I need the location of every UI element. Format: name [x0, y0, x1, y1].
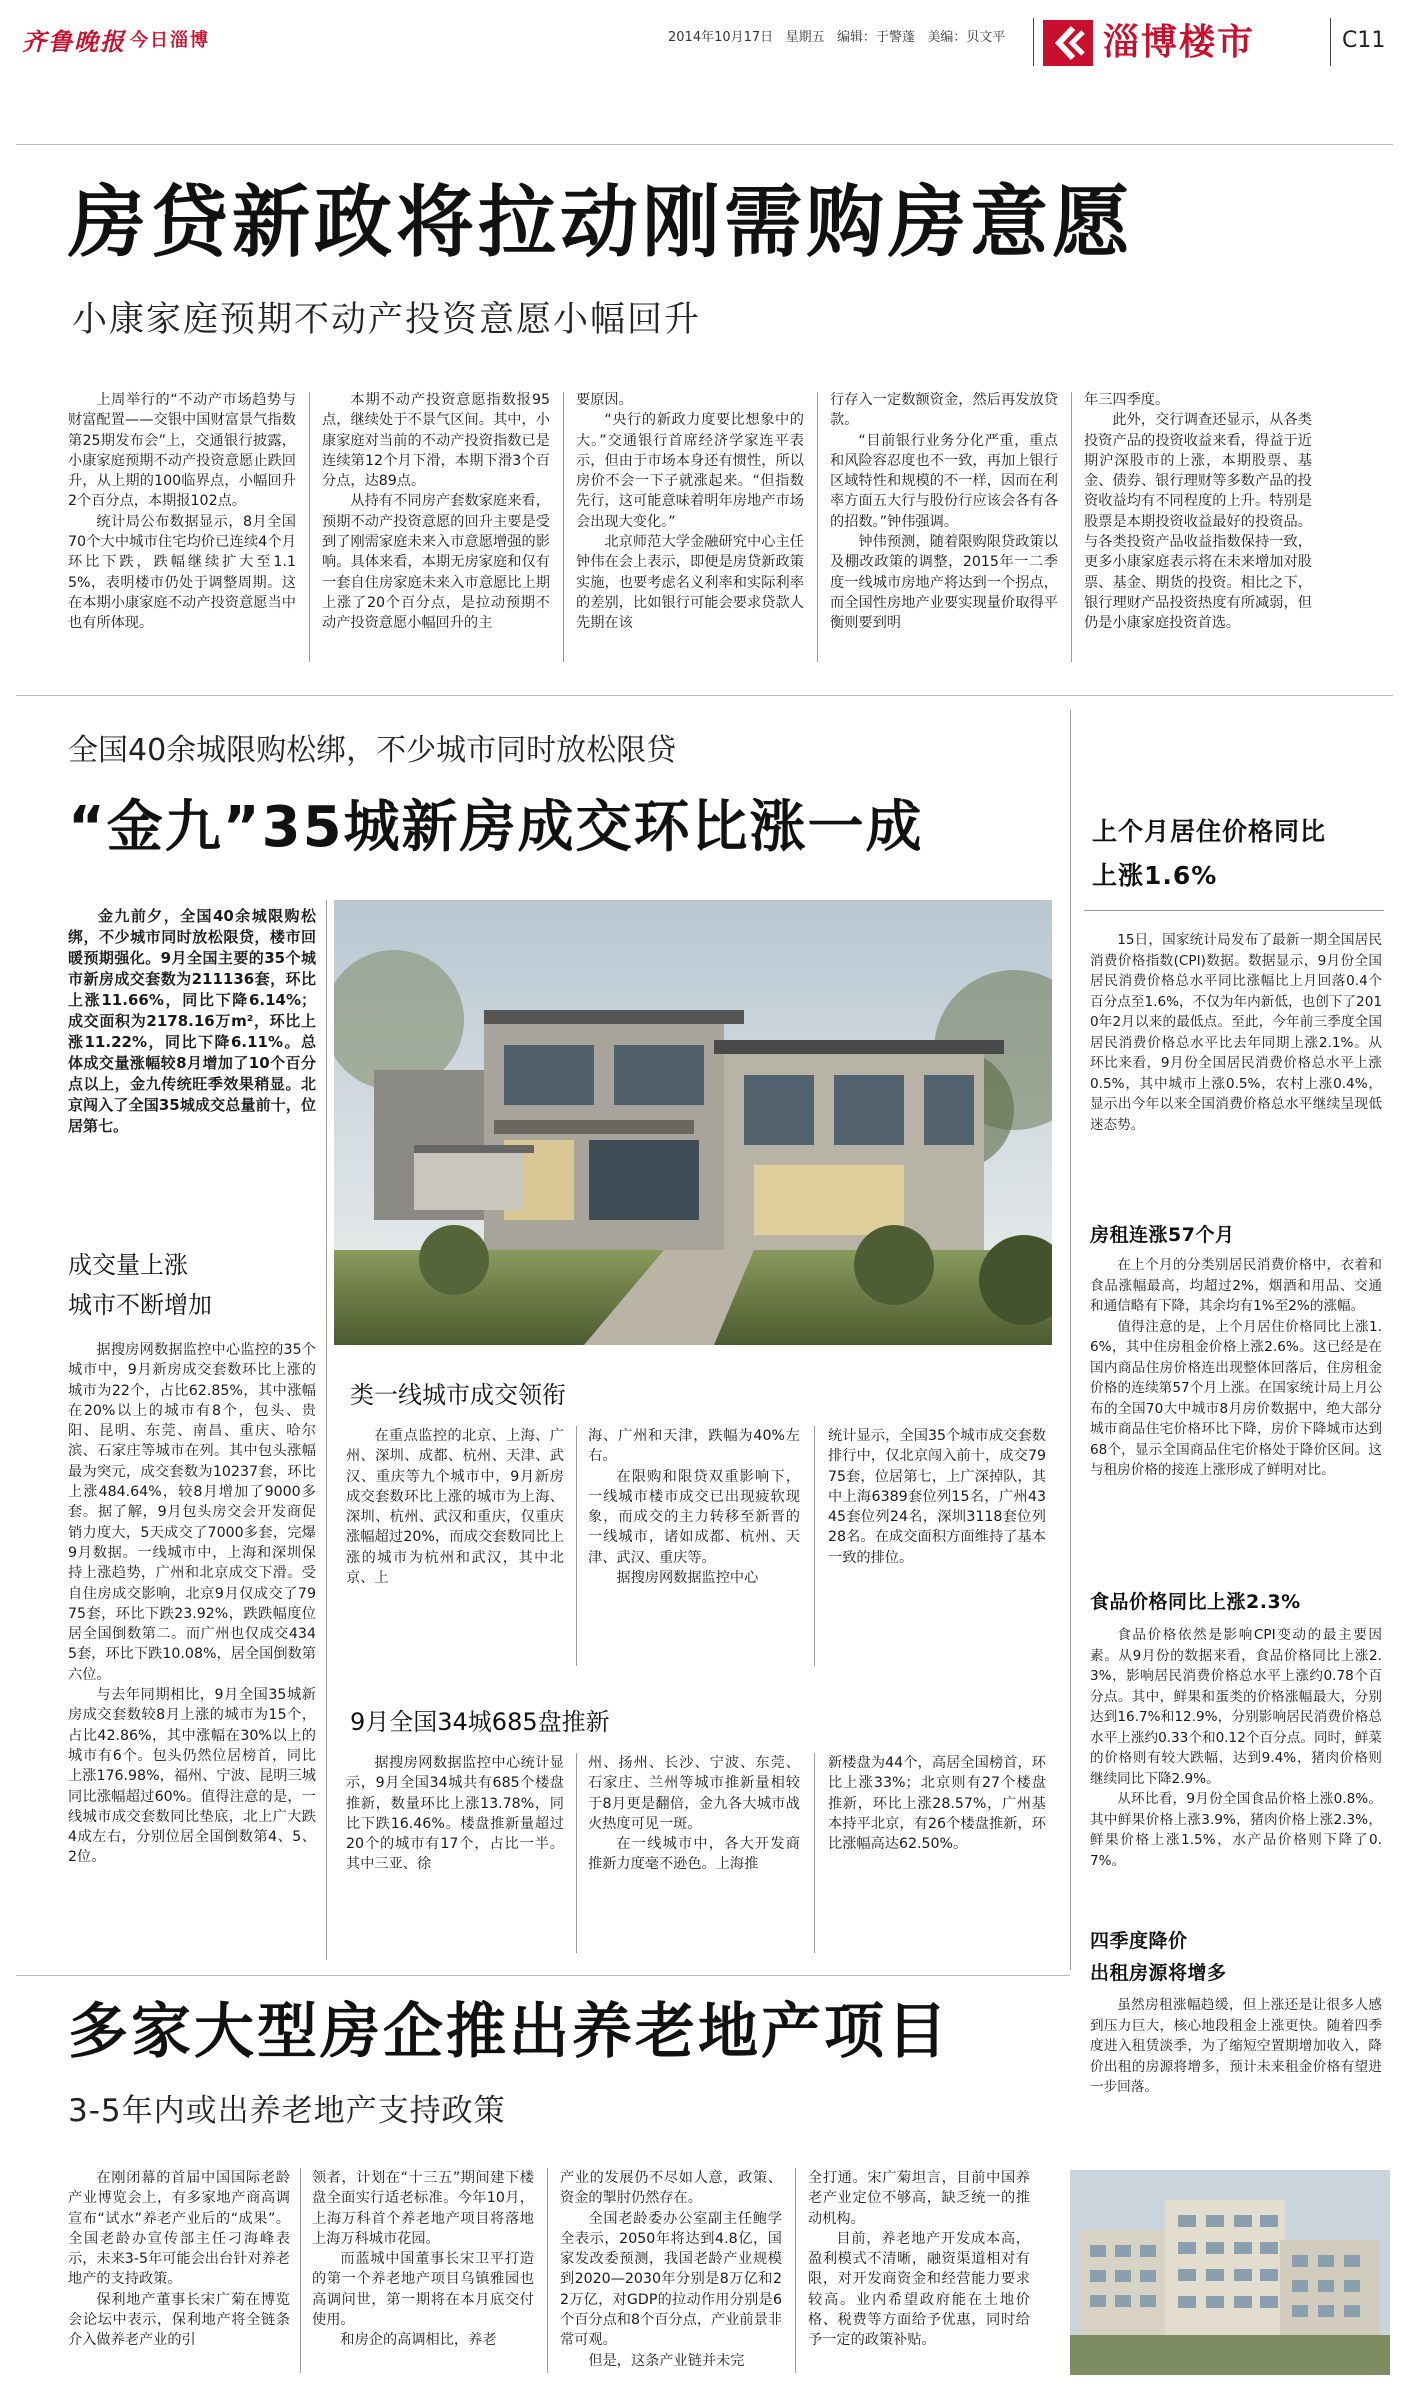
article2-subhead3: 9月全国34城685盘推新 [350, 1708, 610, 1736]
paragraph: 据搜房网数据监控中心监控的35个城市中，9月新房成交套数环比上涨的城市为22个，占比62.85%，其中涨幅在20%以上的城市有8个，包头、贵阳、昆明、东莞、南昌、重庆、哈尔滨、石家庄等城市在列。其中包头涨幅最为突元，成交套数为10237套，环比上涨484.64%，较8月增加了9000多套。据了解，9月包头房交会开发商促销力度大，5天成交了7000多套，完爆9月数据。一线城市中，上海和深圳保持上涨趋势，广州和北京成交下滑。受自住房成交影响，北京9月仅成交了7975套，环比下跌23.92%，跌跌幅度位居全国倒数第二。而广州也仅成交4345套，环比下跌10.08%，居全国倒数第六位。 [68, 1342, 316, 1683]
paragraph: 和房企的高调相比，养老 [340, 2332, 497, 2349]
apartment-photo [1070, 2170, 1390, 2375]
apartment-building-icon [1070, 2170, 1390, 2375]
column-rule [814, 1753, 815, 1953]
paragraph: 食品价格依然是影响CPI变动的最主要因素。从9月份的数据来看，食品价格同比上涨2.3%，影响居民消费价格总水平上涨约0.78个百分点。其中，鲜果和蛋类的价格涨幅最大，分别达到16.7%和12.9%，分别影响居民消费价格总水平上涨约0.33个和0.12个百分点。同时，鲜菜的价格则有较大跌幅，达到9.4%，猪肉价格则继续同比下降2.9%。 [1090, 1627, 1382, 1787]
article2-lead: 金九前夕，全国40余城限购松绑，不少城市同时放松限贷，楼市回暖预期强化。9月全国主要的35个城市新房成交套数为211136套，环比上涨11.66%，同比下降6.14%；成交面积为2178.16万m²，环比上涨11.22%，同比下降6.11%。总体成交量涨幅较8月增加了10个百分点以上，金九传统旺季效果稍显。北京闯入了全国35城成交总量前十，位居第七。 [68, 907, 316, 1135]
paragraph: 据搜房网数据监控中心统计显示，9月全国34城共有685个楼盘推新，数量环比上涨13.78%，同比下跌16.46%。楼盘推新量超过20个的城市有17个，占比一半。其中三亚、徐 [346, 1755, 564, 1873]
column-rule [576, 1753, 577, 1953]
section-logo-icon [1043, 20, 1093, 66]
article2-body2a [346, 1426, 564, 1671]
paragraph: 在刚闭幕的首届中国国际老龄产业博览会上，有多家地产商高调宣布“试水”养老产业后的“成果”。全国老龄办宣传部主任刁海峰表示，未来3-5年可能会出台针对养老地产的支持政策。 [68, 2170, 290, 2288]
edition-name: 今日淄博 [130, 30, 210, 51]
article3-col4 [808, 2168, 1030, 2373]
article1-title: 房贷新政将拉动刚需购房意愿 [68, 178, 1135, 268]
column-rule [814, 1426, 815, 1666]
paragraph: 在限购和限贷双重影响下，一线城市楼市成交已出现疲软现象，而成交的主力转移至新晋的一线城市，诸如成都、杭州、天津、武汉、重庆等。 [588, 1468, 800, 1566]
section-divider [1330, 18, 1331, 66]
column-rule [326, 900, 327, 1960]
article2-body2c [828, 1426, 1046, 1671]
paragraph: 州、扬州、长沙、宁波、东莞、石家庄、兰州等城市推新量相较于8月更是翻倍，金九各大城市战火热度可见一斑。 [588, 1755, 800, 1832]
article2-body2b [588, 1426, 800, 1671]
designer: 美编：贝文平 [927, 30, 1006, 45]
paragraph: 据搜房网数据监控中心 [616, 1570, 759, 1587]
sidebar-title: 上个月居住价格同比上涨1.6% [1092, 817, 1327, 890]
paragraph: 但是，这条产业链并未完 [588, 2352, 745, 2369]
article1-col1 [68, 390, 296, 670]
paragraph: 全国老龄委办公室副主任鲍学全表示，2050年将达到4.8亿，国家发改委预测，我国老龄产业规模到2020—2030年分别是8万亿和22万亿，对GDP的拉动作用分别是6个百分点和8个百分点，产业前景非常可观。 [560, 2210, 782, 2349]
sidebar-title-rule [1084, 910, 1384, 911]
masthead-divider [1033, 18, 1034, 66]
sidebar-body4 [1090, 1995, 1382, 2150]
paragraph: 此外，交行调查还显示，从各类投资产品的投资收益来看，得益于近期沪深股市的上涨，本期股票、基金、债券、银行理财等多数产品的投资收益均有不同程度的上升。特别是股票是本期投资收益最好的投资品。与各类投资产品收益指数保持一致，更多小康家庭表示将在未来增加对股票、基金、期货的投资。相比之下，银行理财产品投资热度有所减弱，但仍是小康家庭投资首选。 [1084, 412, 1312, 632]
paper-name: 齐鲁晚报 [22, 27, 126, 56]
paragraph: 从环比看，9月份全国食品价格上涨0.8%。其中鲜果价格上涨3.9%，猪肉价格上涨2.3%，鲜果价格上涨1.5%，水产品价格则下降了0.7%。 [1090, 1791, 1382, 1869]
column-rule [309, 392, 310, 662]
paragraph: 保利地产董事长宋广菊在博览会论坛中表示，保利地产将全链条介入做养老产业的引 [68, 2291, 290, 2349]
paragraph: 而蓝城中国董事长宋卫平打造的第一个养老地产项目乌镇雅园也高调问世，第一期将在本月底交付使用。 [312, 2251, 534, 2329]
sidebar-rule [1070, 710, 1071, 1970]
article1-col2 [322, 390, 550, 670]
section-rule [16, 1975, 1070, 1976]
article2-kicker: 全国40余城限购松绑，不少城市同时放松限贷 [68, 733, 677, 768]
paragraph: 要原因。 [576, 392, 633, 408]
masthead-rule [16, 144, 1393, 145]
paragraph: “目前银行业务分化严重，重点和风险容忍度也不一致，再加上银行区域特性和规模的不一样，因而在利率方面五大行与股份行应该会各有各的招数。”钟伟强调。 [830, 432, 1058, 530]
issue-date: 2014年10月17日 [668, 30, 774, 45]
paragraph: 在上个月的分类别居民消费价格中，衣着和食品涨幅最高，均超过2%，烟酒和用品、交通和通信略有下降，其余均有1%至2%的涨幅。 [1090, 1257, 1382, 1314]
villa-rendering-icon [334, 900, 1052, 1345]
paragraph: 统计局公布数据显示，8月全国70个大中城市住宅均价已连续4个月环比下跌，跌幅继续扩大至1.15%，表明楼市仍处于调整周期。这在本期小康家庭不动产投资意愿当中也有所体现。 [68, 513, 296, 632]
paragraph: 统计显示，全国35个城市成交套数排行中，仅北京闯入前十，成交7975套，位居第七，上广深掉队，其中上海6389套位列15名，广州4345套位列24名，深圳3118套位列28名。在成交面积方面维持了基本一致的排位。 [828, 1428, 1046, 1566]
paragraph: 上周举行的“不动产市场趋势与财富配置——交银中国财富景气指数第25期发布会”上，交通银行披露，小康家庭预期不动产投资意愿止跌回升，从上期的100临界点，小幅回升2个百分点，本期报102点。 [68, 392, 296, 510]
heading-line: 四季度降价 [1090, 1930, 1188, 1952]
subhead-line: 城市不断增加 [68, 1291, 212, 1319]
paragraph: 本期不动产投资意愿指数报95点，继续处于不景气区间。其中，小康家庭对当前的不动产投资指数已是连续第12个月下滑，本期下滑3个百分点，达89点。 [322, 392, 550, 490]
paragraph: 领者，计划在“十三五”期间建下楼盘全面实行适老标准。今年10月，上海万科首个养老地产项目将落地上海万科城市花园。 [312, 2170, 534, 2247]
paragraph: 产业的发展仍不尽如人意，政策、资金的掣肘仍然存在。 [560, 2170, 782, 2207]
article1-col3 [576, 390, 804, 670]
paragraph: 全打通。宋广菊坦言，目前中国养老产业定位不够高，缺乏统一的推动机构。 [808, 2170, 1030, 2227]
article3-subtitle: 3-5年内或出养老地产支持政策 [68, 2093, 506, 2129]
paragraph: 目前，养老地产开发成本高，盈利模式不清晰，融资渠道相对有限，对开发商资金和经营能力要求较高。业内希望政府能在土地价格、税费等方面给予优惠，同时给予一定的政策补贴。 [808, 2230, 1030, 2349]
article3-col2 [312, 2168, 534, 2373]
article2-title: “金九”35城新房成交环比涨一成 [68, 795, 924, 860]
subhead-line: 成交量上涨 [68, 1251, 188, 1279]
article1-col4 [830, 390, 1058, 670]
page-number: C11 [1342, 28, 1386, 53]
article2-body3a [346, 1753, 564, 1958]
paragraph: 从持有不同房产套数家庭来看，预期不动产投资意愿的回升主要是受到了刚需家庭未来入市意愿增强的影响。具体来看，本期无房家庭和仅有一套自住房家庭未来入市意愿比上期上涨了20个百分点，是拉动预期不动产投资意愿小幅回升的主 [322, 493, 550, 632]
column-rule [817, 392, 818, 662]
issue-weekday: 星期五 [785, 30, 825, 45]
paragraph: 年三四季度。 [1084, 392, 1170, 408]
editor: 编辑：于警蓬 [837, 30, 916, 45]
sidebar-heading: 房租连涨57个月 [1090, 1224, 1235, 1246]
column-rule [1071, 392, 1072, 662]
paragraph: 新楼盘为44个，高居全国榜首，环比上涨33%；北京则有27个楼盘推新，环比上涨28.57%，广州基本持平北京，有26个楼盘推新，环比涨幅高达62.50%。 [828, 1755, 1046, 1853]
sidebar-heading: 食品价格同比上涨2.3% [1090, 1591, 1301, 1613]
article2-body3b [588, 1753, 800, 1958]
column-rule [547, 2168, 548, 2373]
house-photo [334, 900, 1052, 1345]
paragraph: 海、广州和天津，跌幅为40%左右。 [588, 1428, 800, 1465]
sidebar-body1 [1090, 930, 1382, 1202]
column-rule [795, 2168, 796, 2373]
article1-subtitle: 小康家庭预期不动产投资意愿小幅回升 [72, 300, 702, 340]
paragraph: 15日，国家统计局发布了最新一期全国居民消费价格指数(CPI)数据。数据显示，9月份全国居民消费价格总水平同比涨幅比上月回落0.4个百分点至1.6%，不仅为年内新低，也创下了2010年2月以来的最低点。至此，今年前三季度全国居民消费价格总水平比去年同期上涨2.1%。从环比来看，9月份全国居民消费价格总水平上涨0.5%，其中城市上涨0.5%，农村上涨0.4%，显示出今年以来全国消费价格总水平继续呈现低迷态势。 [1090, 932, 1382, 1133]
paragraph: 虽然房租涨幅趋缓，但上涨还是让很多人感到压力巨大，核心地段租金上涨更快。随着四季度进入租赁淡季，为了缩短空置期增加收入，降价出租的房源将增多，预计未来租金价格有望进一步回落。 [1090, 1997, 1382, 2095]
article2-body3c [828, 1753, 1046, 1958]
article1-col5 [1084, 390, 1312, 670]
paragraph: 值得注意的是，上个月居住价格同比上涨1.6%，其中住房租金价格上涨2.6%。这已经是在国内商品住房价格连出现整体回落后，住房租金价格的连续第57个月上涨。在国家统计局上月公布的全国70大中城市8月房价数据中，绝大部分城市商品住宅价格环比下降，房价下降城市达到68个，显示全国商品住宅价格处于降价区间。这与租房价格的接连上涨形成了鲜明对比。 [1090, 1318, 1382, 1478]
sidebar-body3 [1090, 1625, 1382, 1910]
paragraph: “央行的新政力度要比想象中的大。”交通银行首席经济学家连平表示，但由于市场本身还有惯性，所以房价不会一下子就涨起来。“但指数先行，这可能意味着明年房地产市场会出现大变化。” [576, 412, 804, 530]
sidebar-body2 [1090, 1255, 1382, 1567]
heading-line: 出租房源将增多 [1090, 1962, 1227, 1984]
column-rule [563, 392, 564, 662]
article2-subhead2: 类一线城市成交领衔 [350, 1381, 566, 1409]
paragraph: 在一线城市中，各大开发商推新力度毫不逊色。上海推 [588, 1836, 800, 1873]
masthead [0, 0, 1409, 80]
paragraph: 行存入一定数额资金，然后再发放贷款。 [830, 392, 1058, 429]
paragraph: 在重点监控的北京、上海、广州、深圳、成都、杭州、天津、武汉、重庆等九个城市中，9月新房成交套数环比上涨的城市为上海、深圳、杭州、武汉和重庆，仅重庆涨幅超过20%，而成交套数同比上涨的城市为杭州和武汉，其中北京、上 [346, 1428, 564, 1587]
article3-title: 多家大型房企推出养老地产项目 [68, 1997, 950, 2067]
section-name: 淄博楼市 [1103, 22, 1256, 63]
article3-col3 [560, 2168, 782, 2373]
paragraph: 钟伟预测，随着限购限贷政策以及棚改政策的调整，2015年一二季度一线城市房地产将达到一个拐点，而全国性房地产业要实现量价取得平衡则要到明 [830, 534, 1058, 632]
paragraph: 与去年同期相比，9月全国35城新房成交套数较8月上涨的城市为15个，占比42.86%，其中涨幅在30%以上的城市有6个。包头仍然位居榜首，同比上涨176.98%，福州、宁波、昆明三城同比涨幅超过60%。值得注意的是，一线城市成交套数同比垫底，北上广大跌4成左右，分别位居全国倒数第4、5、2位。 [68, 1687, 316, 1866]
column-rule [576, 1426, 577, 1666]
article3-col1 [68, 2168, 290, 2373]
article2-subhead1 [68, 1245, 212, 1325]
column-rule [300, 2168, 301, 2373]
section-rule [16, 695, 1393, 696]
sidebar-heading [1090, 1925, 1227, 1989]
paragraph: 北京师范大学金融研究中心主任钟伟在会上表示，即便是房贷新政策实施，也要考虑名义利率和实际利率的差别，比如银行可能会要求贷款人先期在该 [576, 534, 804, 632]
issue-info [668, 26, 1005, 45]
article2-body1 [68, 1340, 316, 1965]
